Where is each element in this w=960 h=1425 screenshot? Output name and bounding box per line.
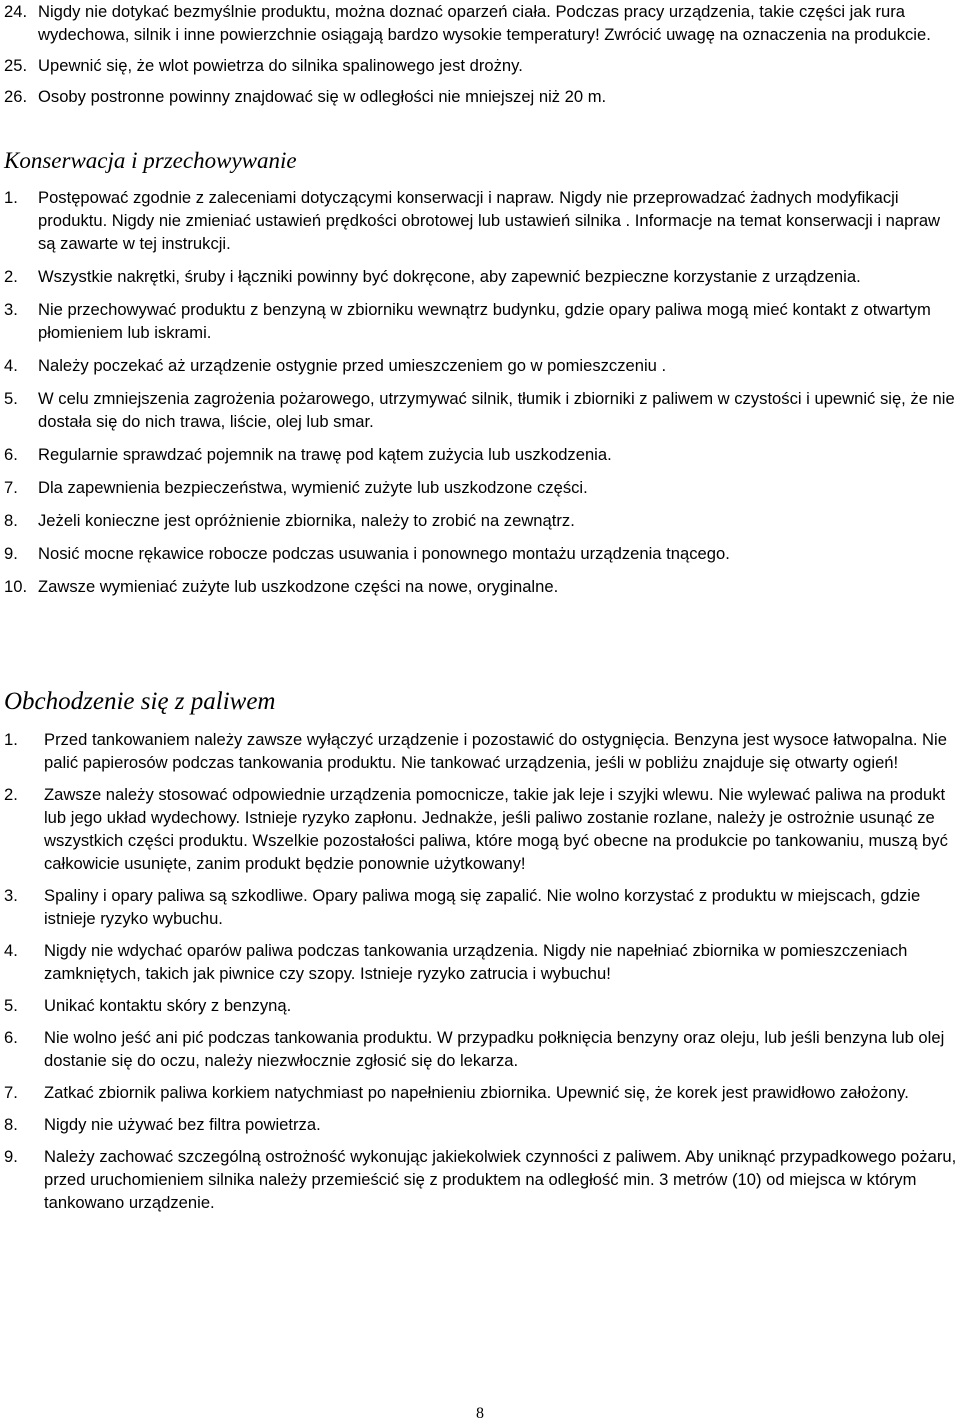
- item-text: Jeżeli konieczne jest opróżnienie zbiornika, należy to zrobić na zewnątrz.: [38, 511, 575, 530]
- list-item: [4, 85, 959, 108]
- item-text: Wszystkie nakrętki, śruby i łączniki powinny być dokręcone, aby zapewnić bezpieczne korzystanie z urządzenia.: [38, 267, 861, 286]
- item-text: Unikać kontaktu skóry z benzyną.: [44, 996, 292, 1015]
- item-number: 1.: [4, 188, 18, 207]
- item-text: Należy poczekać aż urządzenie ostygnie przed umieszczeniem go w pomieszczeniu .: [38, 356, 667, 375]
- item-text: W celu zmniejszenia zagrożenia pożarowego, utrzymywać silnik, tłumik i zbiorniki z paliwem w czystości i upewnić się, że nie dostała się do nich trawa, liście, olej lub smar.: [38, 389, 955, 431]
- list-item: [4, 575, 959, 598]
- item-text: Upewnić się, że wlot powietrza do silnika spalinowego jest drożny.: [38, 56, 523, 75]
- list-item: [4, 1113, 959, 1136]
- list-item: [4, 1026, 959, 1072]
- item-text: Regularnie sprawdzać pojemnik na trawę pod kątem zużycia lub uszkodzenia.: [38, 445, 612, 464]
- list-item: [4, 884, 959, 930]
- item-number: 6.: [4, 445, 18, 464]
- item-number: 9.: [4, 1147, 18, 1166]
- item-number: 4.: [4, 356, 18, 375]
- list-item: [4, 0, 959, 46]
- item-text: Przed tankowaniem należy zawsze wyłączyć urządzenie i pozostawić do ostygnięcia. Benzyna jest wysoce łatwopalna. Nie palić papierosów podczas tankowania produktu. Nie tankować urządzenia, jeśli w pobliżu znajduje się otwarty ogień!: [44, 730, 947, 772]
- item-text: Nigdy nie wdychać oparów paliwa podczas tankowania urządzenia. Nigdy nie napełniać zbiornika w pomieszczeniach zamkniętych, takich jak piwnice czy szopy. Istnieje ryzyko zatrucia i wybuchu!: [44, 941, 908, 983]
- item-number: 24.: [4, 2, 28, 21]
- list-item: [4, 1081, 959, 1104]
- konserwacja-list: [4, 186, 959, 608]
- item-text: Należy zachować szczególną ostrożność wykonując jakiekolwiek czynności z paliwem. Aby uniknąć przypadkowego pożaru, przed uruchomieniem silnika należy przemieścić się z produktem na odległość min. 3 metrów (10) od miejsca w którym tankowano urządzenie.: [44, 1147, 957, 1212]
- list-item: [4, 387, 959, 433]
- item-number: 8.: [4, 1115, 18, 1134]
- item-text: Zawsze wymieniać zużyte lub uszkodzone części na nowe, oryginalne.: [38, 577, 559, 596]
- item-number: 5.: [4, 996, 18, 1015]
- item-text: Postępować zgodnie z zaleceniami dotyczącymi konserwacji i napraw. Nigdy nie przeprowadzać żadnych modyfikacji produktu. Nigdy nie zmieniać ustawień prędkości obrotowej lub ustawień silnika . Informacje na temat konserwacji i napraw są zawarte w tej instrukcji.: [38, 188, 941, 253]
- list-item: [4, 298, 959, 344]
- item-number: 26.: [4, 87, 28, 106]
- item-number: 9.: [4, 544, 18, 563]
- item-number: 25.: [4, 56, 28, 75]
- list-item: [4, 54, 959, 77]
- list-item: [4, 542, 959, 565]
- item-text: Osoby postronne powinny znajdować się w odległości nie mniejszej niż 20 m.: [38, 87, 607, 106]
- list-item: [4, 783, 959, 875]
- list-item: [4, 443, 959, 466]
- item-number: 8.: [4, 511, 18, 530]
- safety-list-continued: [4, 0, 959, 116]
- list-item: [4, 265, 959, 288]
- item-text: Nie wolno jeść ani pić podczas tankowania produktu. W przypadku połknięcia benzyny oraz oleju, lub jeśli benzyna lub olej dostanie się do oczu, należy niezwłocznie zgłosić się do lekarza.: [44, 1028, 945, 1070]
- list-item: [4, 994, 959, 1017]
- list-item: [4, 509, 959, 532]
- item-text: Zawsze należy stosować odpowiednie urządzenia pomocnicze, takie jak leje i szyjki wlewu. Nie wylewać paliwa na produkt lub jego układ wydechowy. Istnieje ryzyko zapłonu. Jednakże, jeśli paliwo zostanie rozlane, należy je ostrożnie usunąć ze wszystkich części produktu. Wszelkie pozostałości paliwa, które mogą być obecne na produkcie po tankowaniu, muszą być całkowicie usunięte, zanim produkt będzie ponownie użytkowany!: [44, 785, 948, 873]
- item-number: 2.: [4, 267, 18, 286]
- item-text: Spaliny i opary paliwa są szkodliwe. Opary paliwa mogą się zapalić. Nie wolno korzystać z produktu w miejscach, gdzie istnieje ryzyko wybuchu.: [44, 886, 921, 928]
- list-item: [4, 939, 959, 985]
- item-number: 5.: [4, 389, 18, 408]
- item-text: Nigdy nie dotykać bezmyślnie produktu, można doznać oparzeń ciała. Podczas pracy urządzenia, takie części jak rura wydechowa, silnik i inne powierzchnie osiągają bardzo wysokie temperatury! Zwrócić uwagę na oznaczenia na produkcie.: [38, 2, 931, 44]
- item-number: 7.: [4, 478, 18, 497]
- list-item: [4, 354, 959, 377]
- item-text: Nosić mocne rękawice robocze podczas usuwania i ponownego montażu urządzenia tnącego.: [38, 544, 730, 563]
- section-heading-konserwacja: Konserwacja i przechowywanie: [4, 148, 297, 173]
- item-number: 1.: [4, 730, 18, 749]
- item-number: 10.: [4, 577, 28, 596]
- item-text: Nie przechowywać produktu z benzyną w zbiorniku wewnątrz budynku, gdzie opary paliwa mogą mieć kontakt z otwartym płomieniem lub iskrami.: [38, 300, 931, 342]
- list-item: [4, 1145, 959, 1214]
- item-number: 7.: [4, 1083, 18, 1102]
- item-text: Dla zapewnienia bezpieczeństwa, wymienić zużyte lub uszkodzone części.: [38, 478, 588, 497]
- paliwo-list: [4, 728, 959, 1223]
- page-number: 8: [476, 1405, 484, 1422]
- item-number: 6.: [4, 1028, 18, 1047]
- item-text: Nigdy nie używać bez filtra powietrza.: [44, 1115, 321, 1134]
- item-number: 3.: [4, 300, 18, 319]
- section-heading-paliwo: Obchodzenie się z paliwem: [4, 688, 276, 715]
- list-item: [4, 728, 959, 774]
- item-number: 2.: [4, 785, 18, 804]
- item-number: 4.: [4, 941, 18, 960]
- item-text: Zatkać zbiornik paliwa korkiem natychmiast po napełnieniu zbiornika. Upewnić się, że korek jest prawidłowo założony.: [44, 1083, 909, 1102]
- item-number: 3.: [4, 886, 18, 905]
- list-item: [4, 186, 959, 255]
- list-item: [4, 476, 959, 499]
